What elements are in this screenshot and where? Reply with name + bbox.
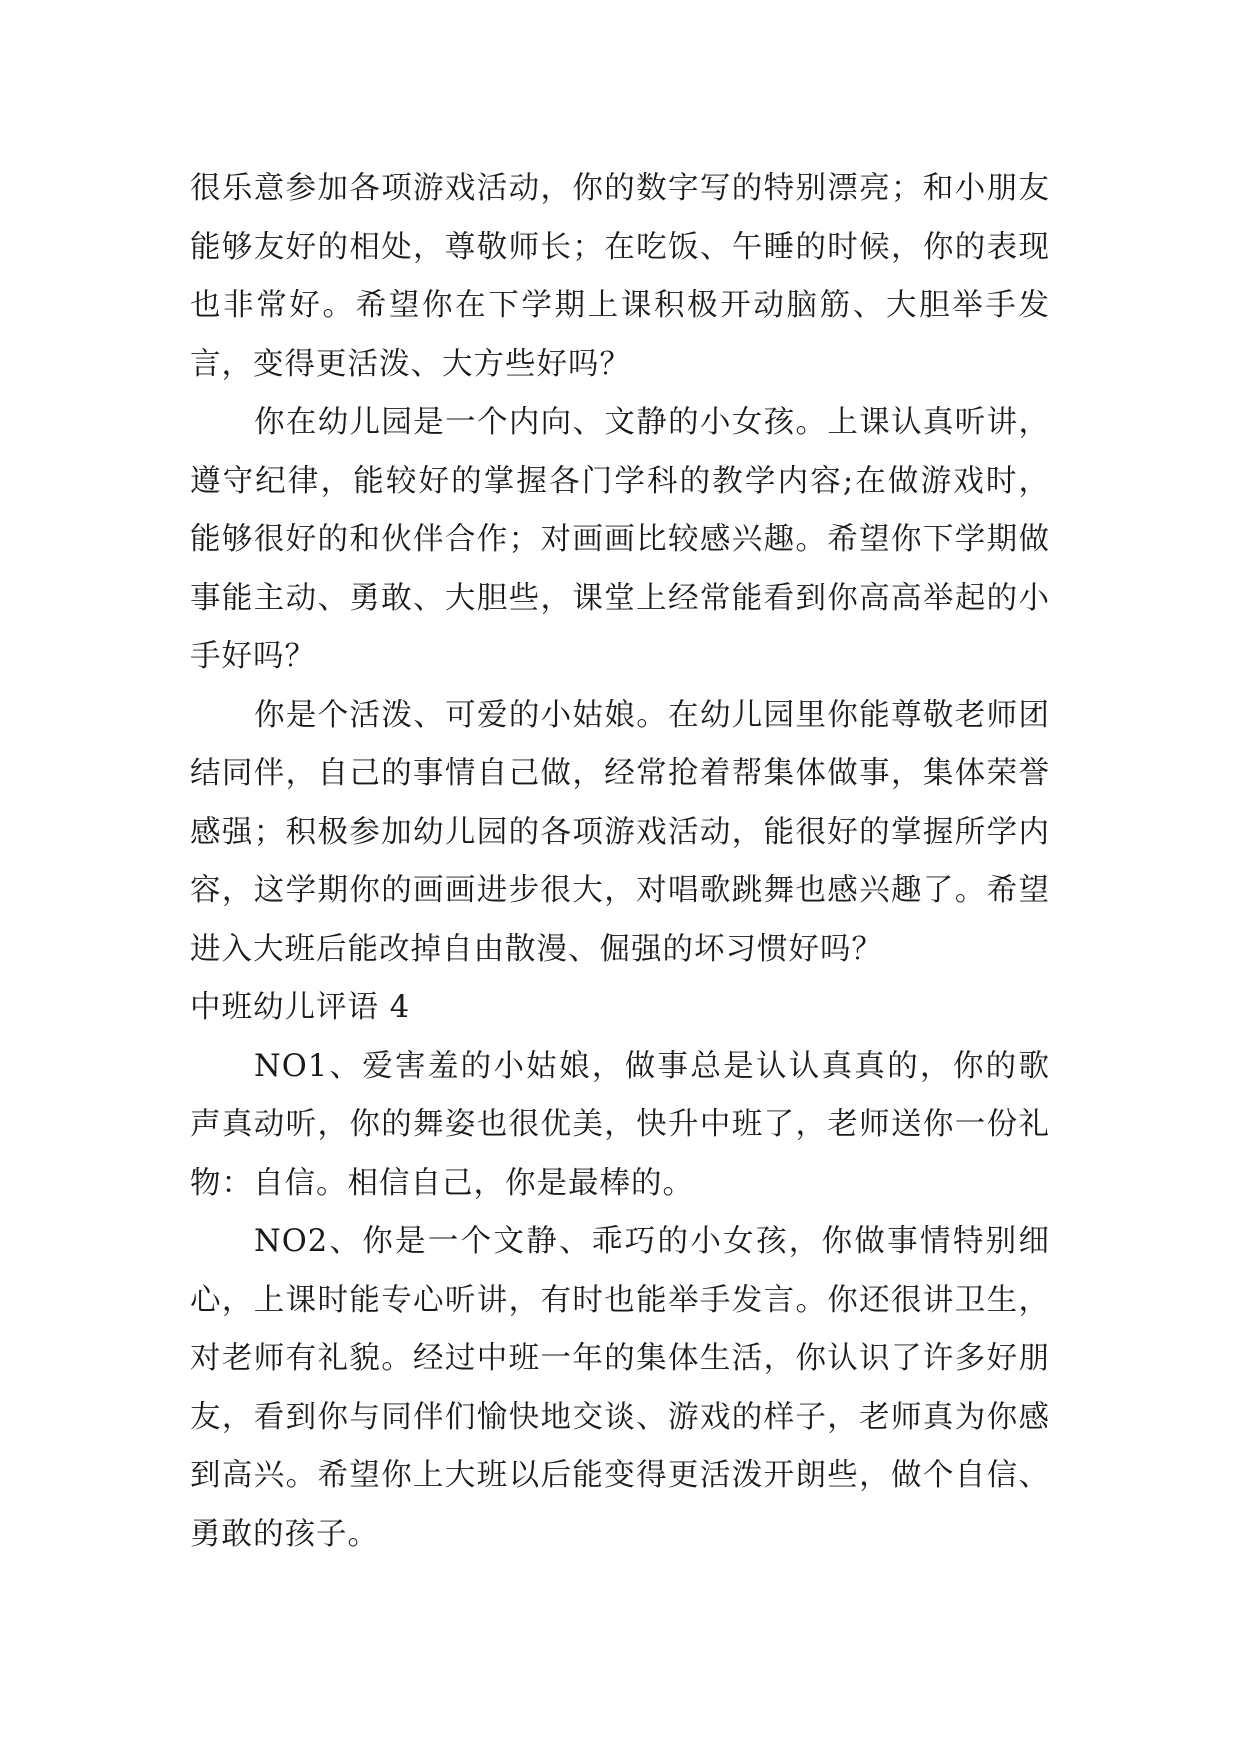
section-heading: 中班幼儿评语 4 xyxy=(190,990,411,1025)
paragraph-introverted-girl: 你在幼儿园是一个内向、文静的小女孩。上课认真听讲，遵守纪律，能较好的掌握各门学科的教学内容;在做游戏时，能够很好的和伙伴合作；对画画比较感兴趣。希望你下学期做事能主动、勇敢、大胆些，课堂上经常能看到你高高举起的小手好吗？ xyxy=(190,405,1050,674)
paragraph-no1: NO1、爱害羞的小姑娘，做事总是认认真真的，你的歌声真动听，你的舞姿也很优美，快升中班了，老师送你一份礼物：自信。相信自己，你是最棒的。 xyxy=(190,1048,1050,1201)
paragraph-no2: NO2、你是一个文静、乖巧的小女孩，你做事情特别细心，上课时能专心听讲，有时也能举手发言。你还很讲卫生，对老师有礼貌。经过中班一年的集体生活，你认识了许多好朋友，看到你与同伴们愉快地交谈、游戏的样子，老师真为你感到高兴。希望你上大班以后能变得更活泼开朗些，做个自信、勇敢的孩子。 xyxy=(190,1224,1050,1552)
document-body xyxy=(190,160,1050,1564)
paragraph-continuation: 很乐意参加各项游戏活动，你的数字写的特别漂亮；和小朋友能够友好的相处，尊敬师长；在吃饭、午睡的时候，你的表现也非常好。希望你在下学期上课积极开动脑筋、大胆举手发言，变得更活泼、大方些好吗？ xyxy=(190,171,1050,382)
paragraph-lively-girl: 你是个活泼、可爱的小姑娘。在幼儿园里你能尊敬老师团结同伴，自己的事情自己做，经常抢着帮集体做事，集体荣誉感强；积极参加幼儿园的各项游戏活动，能很好的掌握所学内容，这学期你的画画进步很大，对唱歌跳舞也感兴趣了。希望进入大班后能改掉自由散漫、倔强的坏习惯好吗？ xyxy=(190,697,1050,967)
